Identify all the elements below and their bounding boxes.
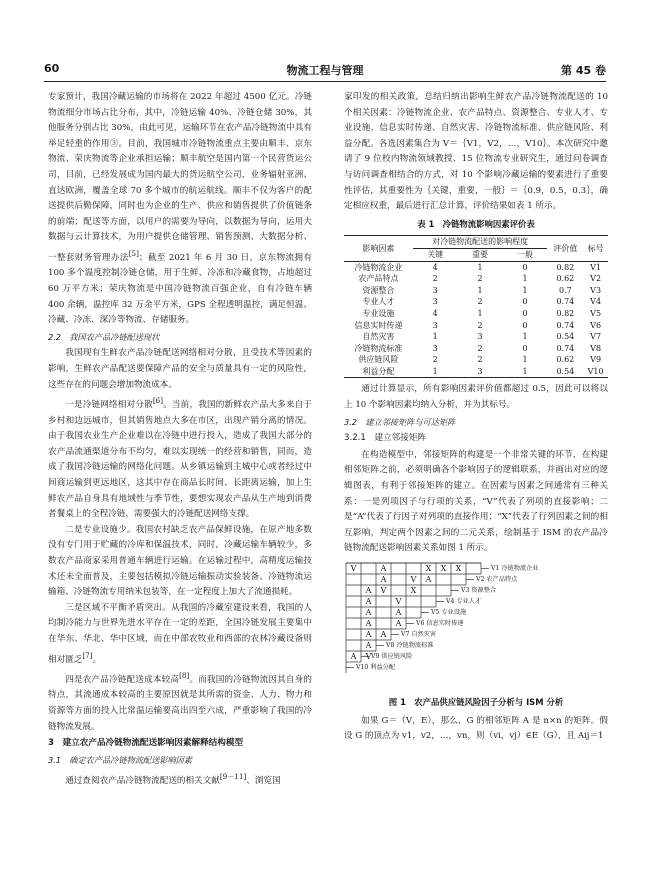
left-column [48, 90, 312, 790]
table-cell: 专业设施 [362, 308, 395, 318]
table-cell: 0 [522, 308, 528, 318]
table-row [344, 354, 608, 366]
table-cell: 0.54 [556, 332, 575, 342]
matrix-cell: V [410, 575, 417, 584]
table-cell: 利益分配 [362, 366, 395, 376]
header-rule [44, 81, 606, 82]
table-cell: 冷链物流标准 [354, 343, 403, 353]
table-row [344, 285, 608, 297]
matrix-cell: A [395, 608, 402, 617]
paragraph [48, 769, 312, 789]
matrix-cell: X [410, 586, 417, 595]
col-header-group: 对冷链物流配送的影响程度 [413, 236, 548, 249]
table-cell: 1 [477, 308, 483, 318]
table-cell: V8 [590, 343, 602, 353]
page-number: 60 [44, 62, 60, 75]
table-cell: 3 [432, 285, 438, 295]
table-cell: 1 [477, 285, 483, 295]
matrix-cell: A [365, 597, 372, 606]
table-cell: 0 [522, 320, 528, 330]
table-cell: 0 [522, 297, 528, 307]
factor-label: V5 专业设施 [431, 608, 467, 616]
table-cell: 农产品特点 [358, 274, 399, 284]
col-header-important: 重要 [472, 249, 489, 259]
table-cell: 0 [522, 262, 528, 272]
table-cell: 1 [432, 366, 438, 376]
col-header-id: 标号 [587, 243, 604, 253]
table-cell: V10 [587, 366, 604, 376]
table-row [344, 320, 608, 332]
matrix-cell: A [365, 630, 372, 639]
section-heading-3-1: 3.1 确定农产品冷链物流配送影响因素 [48, 754, 193, 765]
evaluation-table [344, 235, 608, 378]
text: 通过查阅农产品冷链物流配送的相关文献 [65, 776, 220, 787]
col-header-score: 评价值 [553, 243, 578, 253]
text: 一是冷链网络相对分散 [65, 400, 153, 410]
table-cell: 自然灾害 [362, 332, 395, 342]
right-column [344, 90, 608, 745]
paragraph: 如果 G＝（V，E），那么，G 的相邻矩阵 A 是 n×n 的矩阵。假设 G 的顶点为 v1，v2，…，vn，则（vi，vj）∈E（G），且 Aij＝1 [344, 715, 608, 742]
matrix-cell: V [365, 652, 372, 661]
col-header-general: 一般 [517, 249, 533, 259]
paragraph: 二是专业设施少。我国农村缺乏农产品保鲜设施，在原产地多数没有专门用于贮藏的冷库和保温技术，同时，冷藏运输车辆较少，多数农产品商家采用普通车辆进行运输。在运输过程中，高精度运输技术还未全面普及，主要包括模拟冷链运输振动实验装备、冷链物流运输箱、冷链物流专用纳米包装等，在一定程度上加大了流通损耗。 [48, 524, 312, 598]
matrix-cell: A [380, 564, 387, 573]
table-cell: 1 [432, 332, 438, 342]
table-row [344, 261, 608, 273]
table-cell: 2 [477, 320, 483, 330]
table-cell: 0.54 [556, 366, 575, 376]
factor-label: V3 资源整合 [461, 586, 497, 594]
figure-caption: 图 1 农产品供应链风险因子分析与 ISM 分析 [388, 697, 564, 707]
table-cell: 4 [432, 262, 438, 272]
table-cell: V3 [590, 285, 602, 295]
matrix-cell: A [395, 619, 402, 628]
paragraph: 通过计算显示，所有影响因素评价值都超过 0.5，因此可以将以上 10 个影响因素均纳入分析，并为其标号。 [344, 384, 608, 411]
table-cell: 1 [522, 274, 528, 284]
journal-title: 物流工程与管理 [286, 64, 364, 77]
table-cell: 0.74 [556, 297, 575, 307]
table-cell: 信息实时传递 [354, 320, 403, 330]
matrix-cell: A [380, 630, 387, 639]
text: 。 [92, 654, 102, 665]
table-cell: 2 [432, 355, 438, 365]
table-cell: 4 [432, 308, 438, 318]
table-cell: 3 [432, 320, 438, 330]
table-cell: V6 [590, 320, 602, 330]
matrix-cell: X [425, 564, 432, 573]
table-cell: 0.62 [556, 355, 575, 365]
text: 专家预计，我国冷藏运输的市场将在 2022 年超过 4500 亿元。冷链物流细分市场占比分布，其中，冷链运输 40%、冷链仓储 30%，其他服务分别占比 30%，由此可见，运输环节在农产品冷链物流中具有举足轻重的作用③。目前，我国城市冷链物流重点主要由顺丰、京东物流、荣庆物流等企业承担运输；顺丰航空是国内第一个民营货运公司，目前，已经发展成为国内最大的货运航空公司，业务辐射亚洲、直达欧洲，覆盖全球 70 多个城市的航运航线。顺丰不仅为客户的配送提供后勤保障，同时也为企业的生产、供应和销售提供了价值链条的前端；配送等方面，以用户的需要为导向，以数据为导向，运用大数据与云计算技术，为用户提供仓储管理、销售预测、大数据分析、一整套财务管理办法 [48, 92, 312, 263]
matrix-cell: X [440, 564, 447, 573]
table-cell: 3 [477, 332, 483, 342]
table-cell: 0.74 [556, 343, 575, 353]
citation: [9－11] [219, 772, 247, 782]
table-cell: 0.7 [558, 285, 572, 295]
factor-label: V8 冷链物流标准 [386, 641, 434, 649]
text: ；截至 2021 年 6 月 30 日，京东物流拥有 100 多个温度控制冷链仓储，用于生鲜、冷冻和冷藏食物，占地超过 60 万平方米；荣庆物流是中国冷链物流百强企业，自有冷链车辆 400 余辆，温控库 32 万余平方米，GPS 全程透明温控，满足恒温、冷藏、冷冻、深冷等物流、存储服务。 [48, 252, 312, 326]
section-heading-3-2-1: 3.2.1 建立邻接矩阵 [344, 433, 427, 444]
citation: [6] [152, 396, 163, 406]
factor-label: V6 信息实时传递 [416, 619, 464, 627]
table-cell: V2 [590, 274, 602, 284]
table-cell: V7 [590, 332, 602, 342]
paragraph [48, 393, 312, 523]
table-row [344, 273, 608, 285]
table-cell: V9 [590, 355, 602, 365]
table-cell: 3 [477, 366, 483, 376]
factor-label: V4 专业人才 [446, 597, 482, 605]
table-row [344, 308, 608, 320]
paragraph [48, 90, 312, 329]
table-cell: 3 [432, 343, 438, 353]
table-cell: 2 [477, 274, 483, 284]
matrix-cell: V [350, 564, 357, 573]
table-cell: 1 [522, 285, 528, 295]
table-cell: 0.82 [556, 262, 575, 272]
table-cell: 1 [522, 366, 528, 376]
paragraph [48, 601, 312, 668]
factor-label: V1 冷链物流企业 [491, 564, 539, 572]
matrix-cell: V [395, 597, 402, 606]
table-cell: 2 [477, 355, 483, 365]
factor-label: V7 自然灾害 [401, 630, 437, 638]
text: 、浏览国 [246, 776, 281, 787]
table-cell: V1 [590, 262, 602, 272]
table-cell: 供应链风险 [358, 355, 399, 365]
factor-label: V10 利益分配 [356, 663, 396, 671]
citation: [5] [128, 248, 139, 258]
section-heading-2-2: 2.2 我国农产品冷链配送现状 [48, 331, 160, 342]
table-caption: 表 1 冷链物流影响因素评价表 [417, 218, 535, 229]
table-row [344, 331, 608, 343]
section-heading-3: 3 建立农产品冷链物流配送影响因素解释结构模型 [48, 738, 244, 749]
matrix-cell: A [425, 575, 432, 584]
section-heading-3-2: 3.2 建立邻接矩阵与可达矩阵 [344, 416, 456, 427]
text: 四是农产品冷链配送成本较高 [65, 674, 180, 685]
matrix-cell: A [380, 575, 387, 584]
table-body [344, 261, 608, 378]
table-cell: 2 [477, 297, 483, 307]
table-row [344, 343, 608, 355]
paragraph: 在构造模型中，邻接矩阵的构建是一个非常关键的环节，在构建相邻矩阵之前，必须明确各个影响因子的逻辑联系，并画出对应的逻辑图表，有利于邻接矩阵的建立。在因素与因素之间通常有三种关系：一是列项因子与行项的关系，“V”代表了列项的直接影响；二是“A”代表了行因子对列项的直接作用；“X”代表了行列因素之间的相互影响，判定两个因素之间的二元关系，绘制基于 ISM 的农产品冷链物流配送影响因素关系如图 1 所示。 [344, 449, 608, 554]
col-header-factor: 影响因素 [362, 243, 395, 253]
matrix-cell: A [365, 619, 372, 628]
matrix-cell: A [365, 586, 372, 595]
citation: [7] [82, 650, 93, 660]
matrix-cell: X [455, 564, 462, 573]
table-cell: 0.74 [556, 320, 575, 330]
col-header-key: 关键 [427, 249, 444, 259]
running-header [44, 62, 606, 78]
matrix-cell: A [365, 608, 372, 617]
table-cell: V4 [590, 297, 602, 307]
text: 。而我国的冷链物流因其自身的特点，其流通成本较高的主要原因就是其所需的资金、人力、物力和资源等方面的投入比常温运输要高出四至六成，严重影响了我国的冷链物流发展。 [48, 674, 312, 732]
table-cell: 1 [522, 332, 528, 342]
table-row [344, 296, 608, 308]
matrix-cell: A [365, 641, 372, 650]
ism-relation-figure [344, 561, 608, 693]
text: 。当前，我国的新鲜农产品大多来自于乡村和边远城市，但其销售地点大多在市区，出现产销分离的情况。由于我国农业生产企业难以在冷链中进行投入，造成了我国大部分的农产品流通渠道分布不均匀，难以实现统一的经营和销售，同而，造成了我国冷链运输的网络化问题。从乡镇运输到主城中心或者经过中间商运输到更远地区，这其中存在商品长时间、长距离运输，加上生鲜农产品自身具有地域性与季节性，要想实现农产品从生产地到消费者餐桌上的全程冷链，需要强大的冷链配送网络支撑。 [48, 400, 312, 520]
citation: [8] [179, 670, 190, 680]
table-cell: 资源整合 [362, 285, 395, 295]
table-row [344, 366, 608, 378]
table-cell: 0.62 [556, 274, 575, 284]
paragraph [48, 668, 312, 735]
paragraph: 我国现有生鲜农产品冷链配送网络相对分散，且受技术等因素的影响，生鲜农产品配送要保障产品的安全与质量具有一定的风险性，这些存在的问题会增加物流成本。 [48, 348, 312, 390]
table-cell: 1 [522, 355, 528, 365]
table-cell: 0.82 [556, 308, 575, 318]
table-cell: 冷链物流企业 [354, 262, 403, 272]
volume-label: 第 45 卷 [561, 64, 606, 77]
table-cell: 2 [477, 343, 483, 353]
factor-label: V2 农产品特点 [476, 575, 518, 583]
matrix-cell: A [350, 652, 357, 661]
table-cell: 1 [477, 262, 483, 272]
factor-label: V9 供应链风险 [371, 652, 413, 660]
table-cell: 2 [432, 274, 438, 284]
table-cell: 0 [522, 343, 528, 353]
paragraph: 家印发的相关政策，总结归纳出影响生鲜农产品冷链物流配送的 10 个相关因素：冷链物流企业、农产品特点、资源整合、专业人才、专业设施、信息实时传递、自然灾害、冷链物流标准、供应链风险、利益分配。各选因素集合为 V＝｛V1，V2，…，V10｝。本次研究中邀请了 9 位校内物流领域教授、15 位物流专业研究生，通过问卷调查与访问调查相结合的方式，对 10 个影响冷藏运输的要素进行了重要性评估，其重要性为｛关键，重要，一般｝＝｛0.9，0.5，0.3｝，确定相应权重，最后进行汇总计算，评价结果如表 1 所示。 [344, 92, 608, 212]
text: 三是区域不平衡矛盾突出。从我国的冷藏室建设来看，我国的人均制冷能力与世界先进水平存在一定的差距，全国冷链发展主要集中在华东、华北、华中区域，而在中部农牧业和西部的农林冷藏设备则相对匮乏 [48, 602, 312, 665]
table-cell: 专业人才 [362, 297, 395, 307]
table-cell: V5 [590, 308, 602, 318]
matrix-cell: V [380, 586, 387, 595]
table-cell: 3 [432, 297, 438, 307]
